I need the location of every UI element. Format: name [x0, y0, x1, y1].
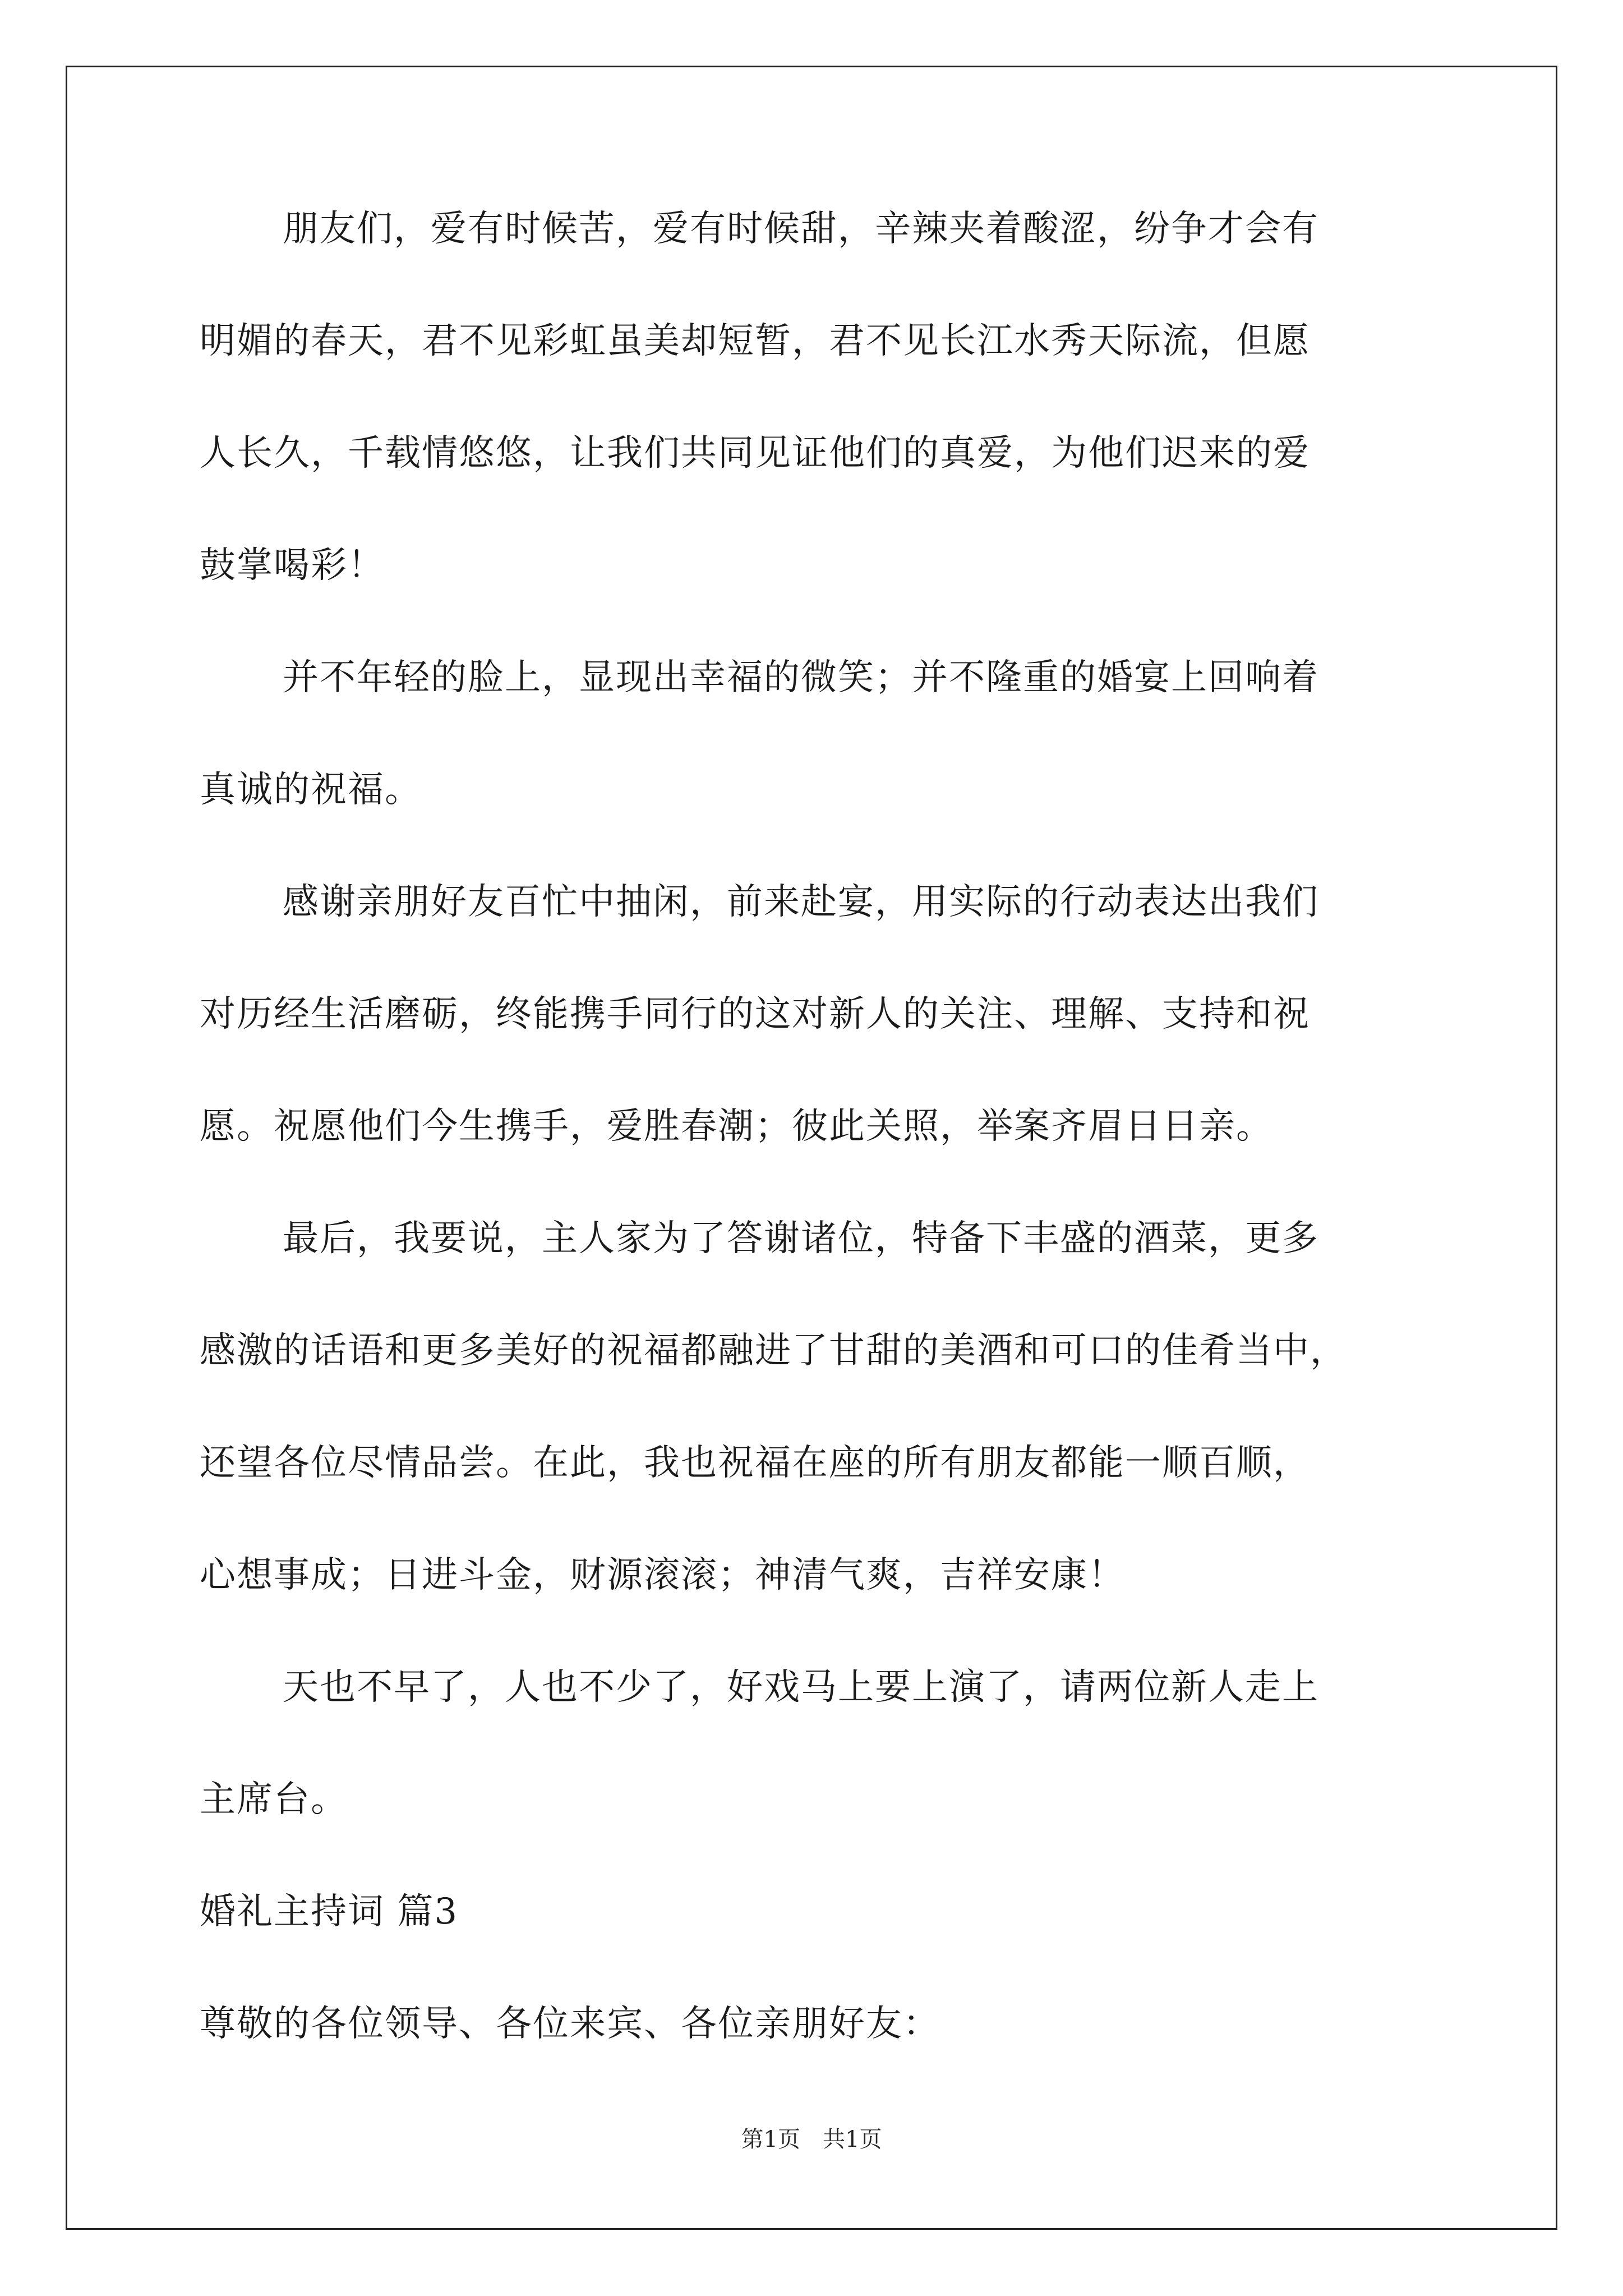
text-line: 对历经生活磨砺，终能携手同行的这对新人的关注、理解、支持和祝 — [200, 993, 1310, 1035]
salutation-line: 尊敬的各位领导、各位来宾、各位亲朋好友： — [200, 2003, 940, 2045]
text-line: 人长久，千载情悠悠，让我们共同见证他们的真爱，为他们迟来的爱 — [200, 432, 1310, 474]
text-line: 朋友们，爱有时候苦，爱有时候甜，辛辣夹着酸涩，纷争才会有 — [283, 208, 1319, 250]
text-line: 感激的话语和更多美好的祝福都融进了甘甜的美酒和可口的佳肴当中， — [200, 1330, 1347, 1372]
text-line: 最后，我要说，主人家为了答谢诸位，特备下丰盛的酒菜，更多 — [283, 1218, 1319, 1259]
text-line: 真诚的祝福。 — [200, 769, 422, 811]
text-line: 鼓掌喝彩！ — [200, 545, 385, 586]
text-line: 心想事成；日进斗金，财源滚滚；神清气爽，吉祥安康！ — [200, 1554, 1125, 1596]
page-footer — [0, 2126, 1623, 2153]
text-line: 感谢亲朋好友百忙中抽闲，前来赴宴，用实际的行动表达出我们 — [283, 881, 1319, 923]
document-body — [200, 208, 1428, 2115]
text-line: 明媚的春天，君不见彩虹虽美却短暂，君不见长江水秀天际流，但愿 — [200, 320, 1310, 362]
text-line: 并不年轻的脸上，显现出幸福的微笑；并不隆重的婚宴上回响着 — [283, 657, 1319, 698]
text-line: 主席台。 — [200, 1779, 348, 1820]
text-line: 天也不早了，人也不少了，好戏马上要上演了，请两位新人走上 — [283, 1667, 1319, 1708]
text-line: 愿。祝愿他们今生携手，爱胜春潮；彼此关照，举案齐眉日日亲。 — [200, 1106, 1273, 1147]
page-number-total: 共1页 — [823, 2127, 882, 2152]
section-heading: 婚礼主持词 篇3 — [200, 1891, 459, 1932]
text-line: 还望各位尽情品尝。在此，我也祝福在座的所有朋友都能一顺百顺， — [200, 1442, 1310, 1484]
page-number-current: 第1页 — [741, 2127, 800, 2152]
